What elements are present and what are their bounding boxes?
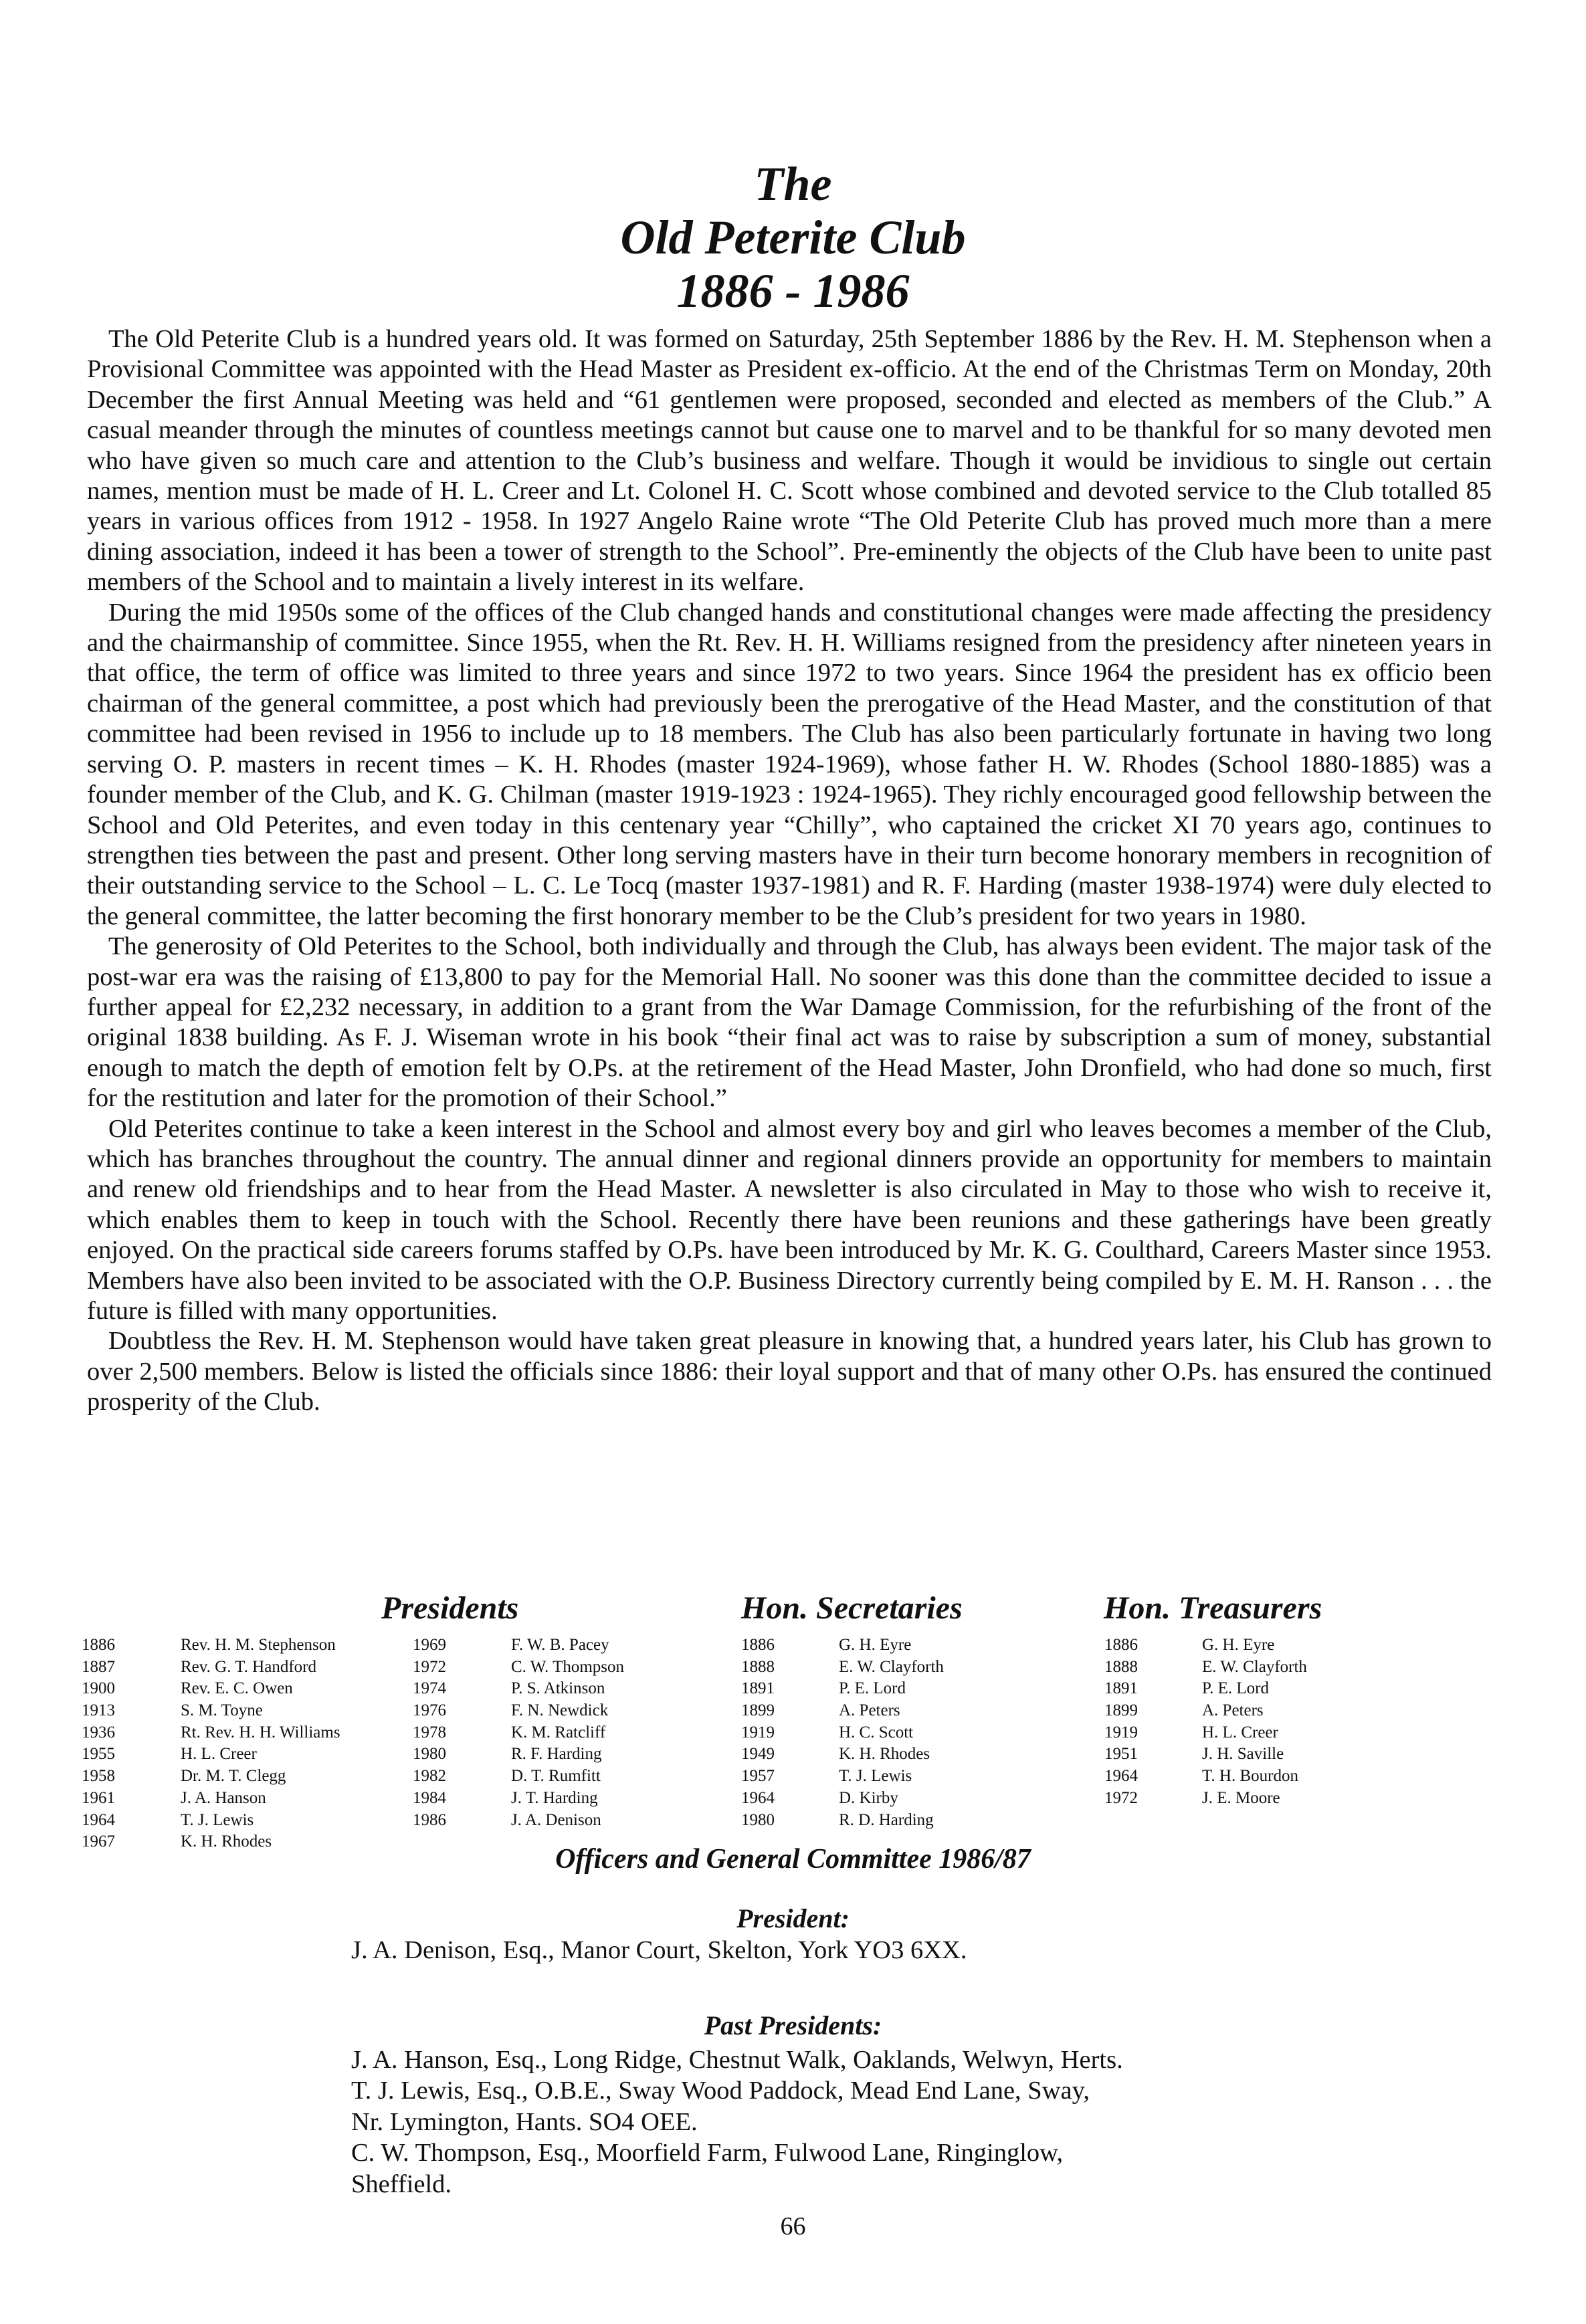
official-name: F. N. Newdick: [511, 1701, 609, 1720]
official-year: 1919: [741, 1723, 775, 1741]
table-row: [82, 1788, 340, 1810]
official-year: 1958: [82, 1767, 115, 1786]
official-year: 1886: [741, 1636, 775, 1654]
title-line-1: The: [754, 157, 832, 211]
official-year: 1891: [741, 1679, 775, 1698]
official-name: P. E. Lord: [1202, 1679, 1269, 1698]
official-name: H. C. Scott: [839, 1723, 914, 1741]
official-name: Rt. Rev. H. H. Williams: [181, 1723, 340, 1741]
table-row: [82, 1657, 340, 1679]
official-year: 1888: [741, 1657, 775, 1676]
official-year: 1969: [413, 1636, 446, 1654]
official-name: Rev. E. C. Owen: [181, 1679, 293, 1698]
past-president-line: T. J. Lewis, Esq., O.B.E., Sway Wood Paddock, Mead End Lane, Sway,: [351, 2077, 1090, 2105]
table-row: [741, 1766, 944, 1788]
official-name: E. W. Clayforth: [1202, 1657, 1307, 1676]
table-row: [741, 1722, 944, 1744]
official-name: K. H. Rhodes: [839, 1745, 930, 1764]
table-row: [82, 1678, 340, 1700]
official-name: D. Kirby: [839, 1788, 898, 1807]
table-row: [413, 1766, 624, 1788]
table-row: [82, 1766, 340, 1788]
title-line-2: Old Peterite Club: [620, 211, 966, 264]
table-row: [1104, 1657, 1307, 1679]
official-name: E. W. Clayforth: [839, 1657, 944, 1676]
official-name: R. F. Harding: [511, 1745, 602, 1764]
article-body: [87, 324, 1492, 1418]
official-year: 1964: [1104, 1767, 1138, 1786]
official-year: 1900: [82, 1679, 115, 1698]
paragraph-4: Old Peterites continue to take a keen interest in the School and almost every boy and girl who leaves becomes a member of the Club, which has branches throughout the country. The annual dinner and regional dinners provide an opportunity for members to maintain and renew old friendships and to hear from the Head Master. A newsletter is also circulated in May to those who wish to receive it, which enables them to keep in touch with the School. Recently there have been reunions and these gatherings have been greatly enjoyed. On the practical side careers forums staffed by O.Ps. have been introduced by Mr. K. G. Coulthard, Careers Master since 1953. Members have also been invited to be associated with the O.P. Business Directory currently being compiled by E. M. H. Ranson . . . the future is filled with many opportunities.: [87, 1114, 1492, 1325]
page-number: 66: [780, 2212, 806, 2240]
past-president-line: Nr. Lymington, Hants. SO4 OEE.: [351, 2107, 698, 2136]
official-year: 1964: [741, 1788, 775, 1807]
table-row: [1104, 1766, 1307, 1788]
table-row: [1104, 1722, 1307, 1744]
table-row: [1104, 1678, 1307, 1700]
treasurers-list: [1104, 1634, 1307, 1810]
official-name: J. A. Hanson: [181, 1788, 266, 1807]
official-name: T. J. Lewis: [181, 1810, 254, 1829]
official-year: 1899: [1104, 1701, 1138, 1720]
official-name: Rev. G. T. Handford: [181, 1657, 316, 1676]
official-name: Rev. H. M. Stephenson: [181, 1636, 336, 1654]
paragraph-1: The Old Peterite Club is a hundred years old. It was formed on Saturday, 25th September 1886 by the Rev. H. M. Stephenson when a Provisional Committee was appointed with the Head Master as President ex-officio. At the end of the Christmas Term on Monday, 20th December the first Annual Meeting was held and “61 gentlemen were proposed, seconded and elected as members of the Club.” A casual meander through the minutes of countless meetings cannot but cause one to marvel and to be thankful for so many devoted men who have given so much care and attention to the Club’s business and welfare. Though it would be invidious to single out certain names, mention must be made of H. L. Creer and Lt. Colonel H. C. Scott whose combined and devoted service to the Club totalled 85 years in various offices from 1912 - 1958. In 1927 Angelo Raine wrote “The Old Peterite Club has proved much more than a mere dining association, indeed it has been a tower of strength to the School”. Pre-eminently the objects of the Club have been to unite past members of the School and to maintain a lively interest in its welfare.: [87, 325, 1492, 597]
official-name: J. H. Saville: [1202, 1745, 1284, 1764]
table-row: [82, 1700, 340, 1722]
official-year: 1972: [413, 1657, 446, 1676]
table-row: [741, 1700, 944, 1722]
table-row: [82, 1722, 340, 1744]
table-row: [413, 1810, 624, 1832]
official-year: 1986: [413, 1810, 446, 1829]
table-row: [413, 1722, 624, 1744]
president-heading: President:: [736, 1903, 850, 1933]
official-year: 1919: [1104, 1723, 1138, 1741]
table-row: [1104, 1744, 1307, 1766]
table-row: [741, 1788, 944, 1810]
official-year: 1984: [413, 1788, 446, 1807]
official-name: T. J. Lewis: [839, 1767, 912, 1786]
official-year: 1957: [741, 1767, 775, 1786]
official-name: P. E. Lord: [839, 1679, 906, 1698]
table-row: [413, 1678, 624, 1700]
official-name: A. Peters: [839, 1701, 900, 1720]
official-year: 1886: [82, 1636, 115, 1654]
table-row: [413, 1788, 624, 1810]
official-name: H. L. Creer: [1202, 1723, 1278, 1741]
official-name: A. Peters: [1202, 1701, 1264, 1720]
table-row: [1104, 1788, 1307, 1810]
table-row: [1104, 1634, 1307, 1657]
official-name: C. W. Thompson: [511, 1657, 625, 1676]
table-row: [82, 1634, 340, 1657]
paragraph-3: The generosity of Old Peterites to the School, both individually and through the Club, has always been evident. The major task of the post-war era was the raising of £13,800 to pay for the Memorial Hall. No sooner was this done than the committee decided to issue a further appeal for £2,232 necessary, in addition to a grant from the War Damage Commission, for the refurbishing of the front of the original 1838 building. As F. J. Wiseman wrote in his book “their final act was to raise by subscription a sum of money, substantial enough to match the depth of emotion felt by O.Ps. at the retirement of the Head Master, John Dronfield, who had done so much, first for the restitution and later for the promotion of their School.”: [87, 932, 1492, 1113]
official-year: 1972: [1104, 1788, 1138, 1807]
official-year: 1961: [82, 1788, 115, 1807]
official-year: 1949: [741, 1745, 775, 1764]
official-name: R. D. Harding: [839, 1810, 934, 1829]
paragraph-2: During the mid 1950s some of the offices of the Club changed hands and constitutional changes were made affecting the presidency and the chairmanship of committee. Since 1955, when the Rt. Rev. H. H. Williams resigned from the presidency after nineteen years in that office, the term of office was limited to three years and since 1972 to two years. Since 1964 the president has ex officio been chairman of the general committee, a post which had previously been the prerogative of the Head Master, and the constitution of that committee had been revised in 1956 to include up to 18 members. The Club has also been particularly fortunate in having two long serving O. P. masters in recent times – K. H. Rhodes (master 1924-1969), whose father H. W. Rhodes (School 1880-1885) was a founder member of the Club, and K. G. Chilman (master 1919-1923 : 1924-1965). They richly encouraged good fellowship between the School and Old Peterites, and even today in this centenary year “Chilly”, who captained the cricket XI 70 years ago, continues to strengthen ties between the past and present. Other long serving masters have in their turn become honorary members in recognition of their outstanding service to the School – L. C. Le Tocq (master 1937-1981) and R. F. Harding (master 1938-1974) were duly elected to the general committee, the latter becoming the first honorary member to be the Club’s president for two years in 1980.: [87, 598, 1492, 930]
official-year: 1976: [413, 1701, 446, 1720]
paragraph-5: Doubtless the Rev. H. M. Stephenson would have taken great pleasure in knowing that, a hundred years later, his Club has grown to over 2,500 members. Below is listed the officials since 1886: their loyal support and that of many other O.Ps. has ensured the continued prosperity of the Club.: [87, 1327, 1492, 1416]
table-row: [82, 1744, 340, 1766]
table-row: [413, 1700, 624, 1722]
official-year: 1951: [1104, 1745, 1138, 1764]
president-address: J. A. Denison, Esq., Manor Court, Skelton, York YO3 6XX.: [351, 1936, 967, 1964]
past-presidents-heading: Past Presidents:: [704, 2010, 882, 2040]
table-row: [741, 1657, 944, 1679]
table-row: [741, 1678, 944, 1700]
title-line-3: 1886 - 1986: [676, 264, 910, 318]
table-row: [741, 1810, 944, 1832]
past-president-line: Sheffield.: [351, 2170, 452, 2198]
official-name: J. E. Moore: [1202, 1788, 1280, 1807]
official-name: K. M. Ratcliff: [511, 1723, 606, 1741]
presidents-heading: Presidents: [381, 1590, 519, 1626]
official-name: Dr. M. T. Clegg: [181, 1767, 286, 1786]
past-president-line: C. W. Thompson, Esq., Moorfield Farm, Fulwood Lane, Ringinglow,: [351, 2139, 1064, 2168]
table-row: [741, 1634, 944, 1657]
official-year: 1982: [413, 1767, 446, 1786]
official-name: K. H. Rhodes: [181, 1832, 272, 1851]
past-president-line: J. A. Hanson, Esq., Long Ridge, Chestnut Walk, Oaklands, Welwyn, Herts.: [351, 2046, 1123, 2074]
official-year: 1978: [413, 1723, 446, 1741]
official-year: 1891: [1104, 1679, 1138, 1698]
official-year: 1967: [82, 1832, 115, 1851]
official-year: 1980: [741, 1810, 775, 1829]
presidents-list-1: [82, 1634, 340, 1853]
official-name: P. S. Atkinson: [511, 1679, 605, 1698]
presidents-list-2: [413, 1634, 624, 1831]
table-row: [413, 1634, 624, 1657]
official-year: 1955: [82, 1745, 115, 1764]
official-name: S. M. Toyne: [181, 1701, 263, 1720]
past-presidents-addresses: [351, 2044, 1123, 2200]
official-name: D. T. Rumfitt: [511, 1767, 601, 1786]
official-name: G. H. Eyre: [1202, 1636, 1275, 1654]
secretaries-list: [741, 1634, 944, 1831]
official-name: H. L. Creer: [181, 1745, 257, 1764]
official-year: 1936: [82, 1723, 115, 1741]
table-row: [82, 1810, 340, 1832]
table-row: [413, 1744, 624, 1766]
official-name: T. H. Bourdon: [1202, 1767, 1298, 1786]
official-year: 1913: [82, 1701, 115, 1720]
secretaries-heading: Hon. Secretaries: [741, 1590, 963, 1626]
official-name: J. T. Harding: [511, 1788, 598, 1807]
official-year: 1887: [82, 1657, 115, 1676]
treasurers-heading: Hon. Treasurers: [1104, 1590, 1322, 1626]
official-year: 1980: [413, 1745, 446, 1764]
officers-heading: Officers and General Committee 1986/87: [555, 1844, 1031, 1875]
official-year: 1886: [1104, 1636, 1138, 1654]
official-name: G. H. Eyre: [839, 1636, 912, 1654]
official-year: 1888: [1104, 1657, 1138, 1676]
official-year: 1964: [82, 1810, 115, 1829]
table-row: [413, 1657, 624, 1679]
official-year: 1899: [741, 1701, 775, 1720]
official-year: 1974: [413, 1679, 446, 1698]
official-name: J. A. Denison: [511, 1810, 601, 1829]
table-row: [741, 1744, 944, 1766]
table-row: [1104, 1700, 1307, 1722]
official-name: F. W. B. Pacey: [511, 1636, 609, 1654]
